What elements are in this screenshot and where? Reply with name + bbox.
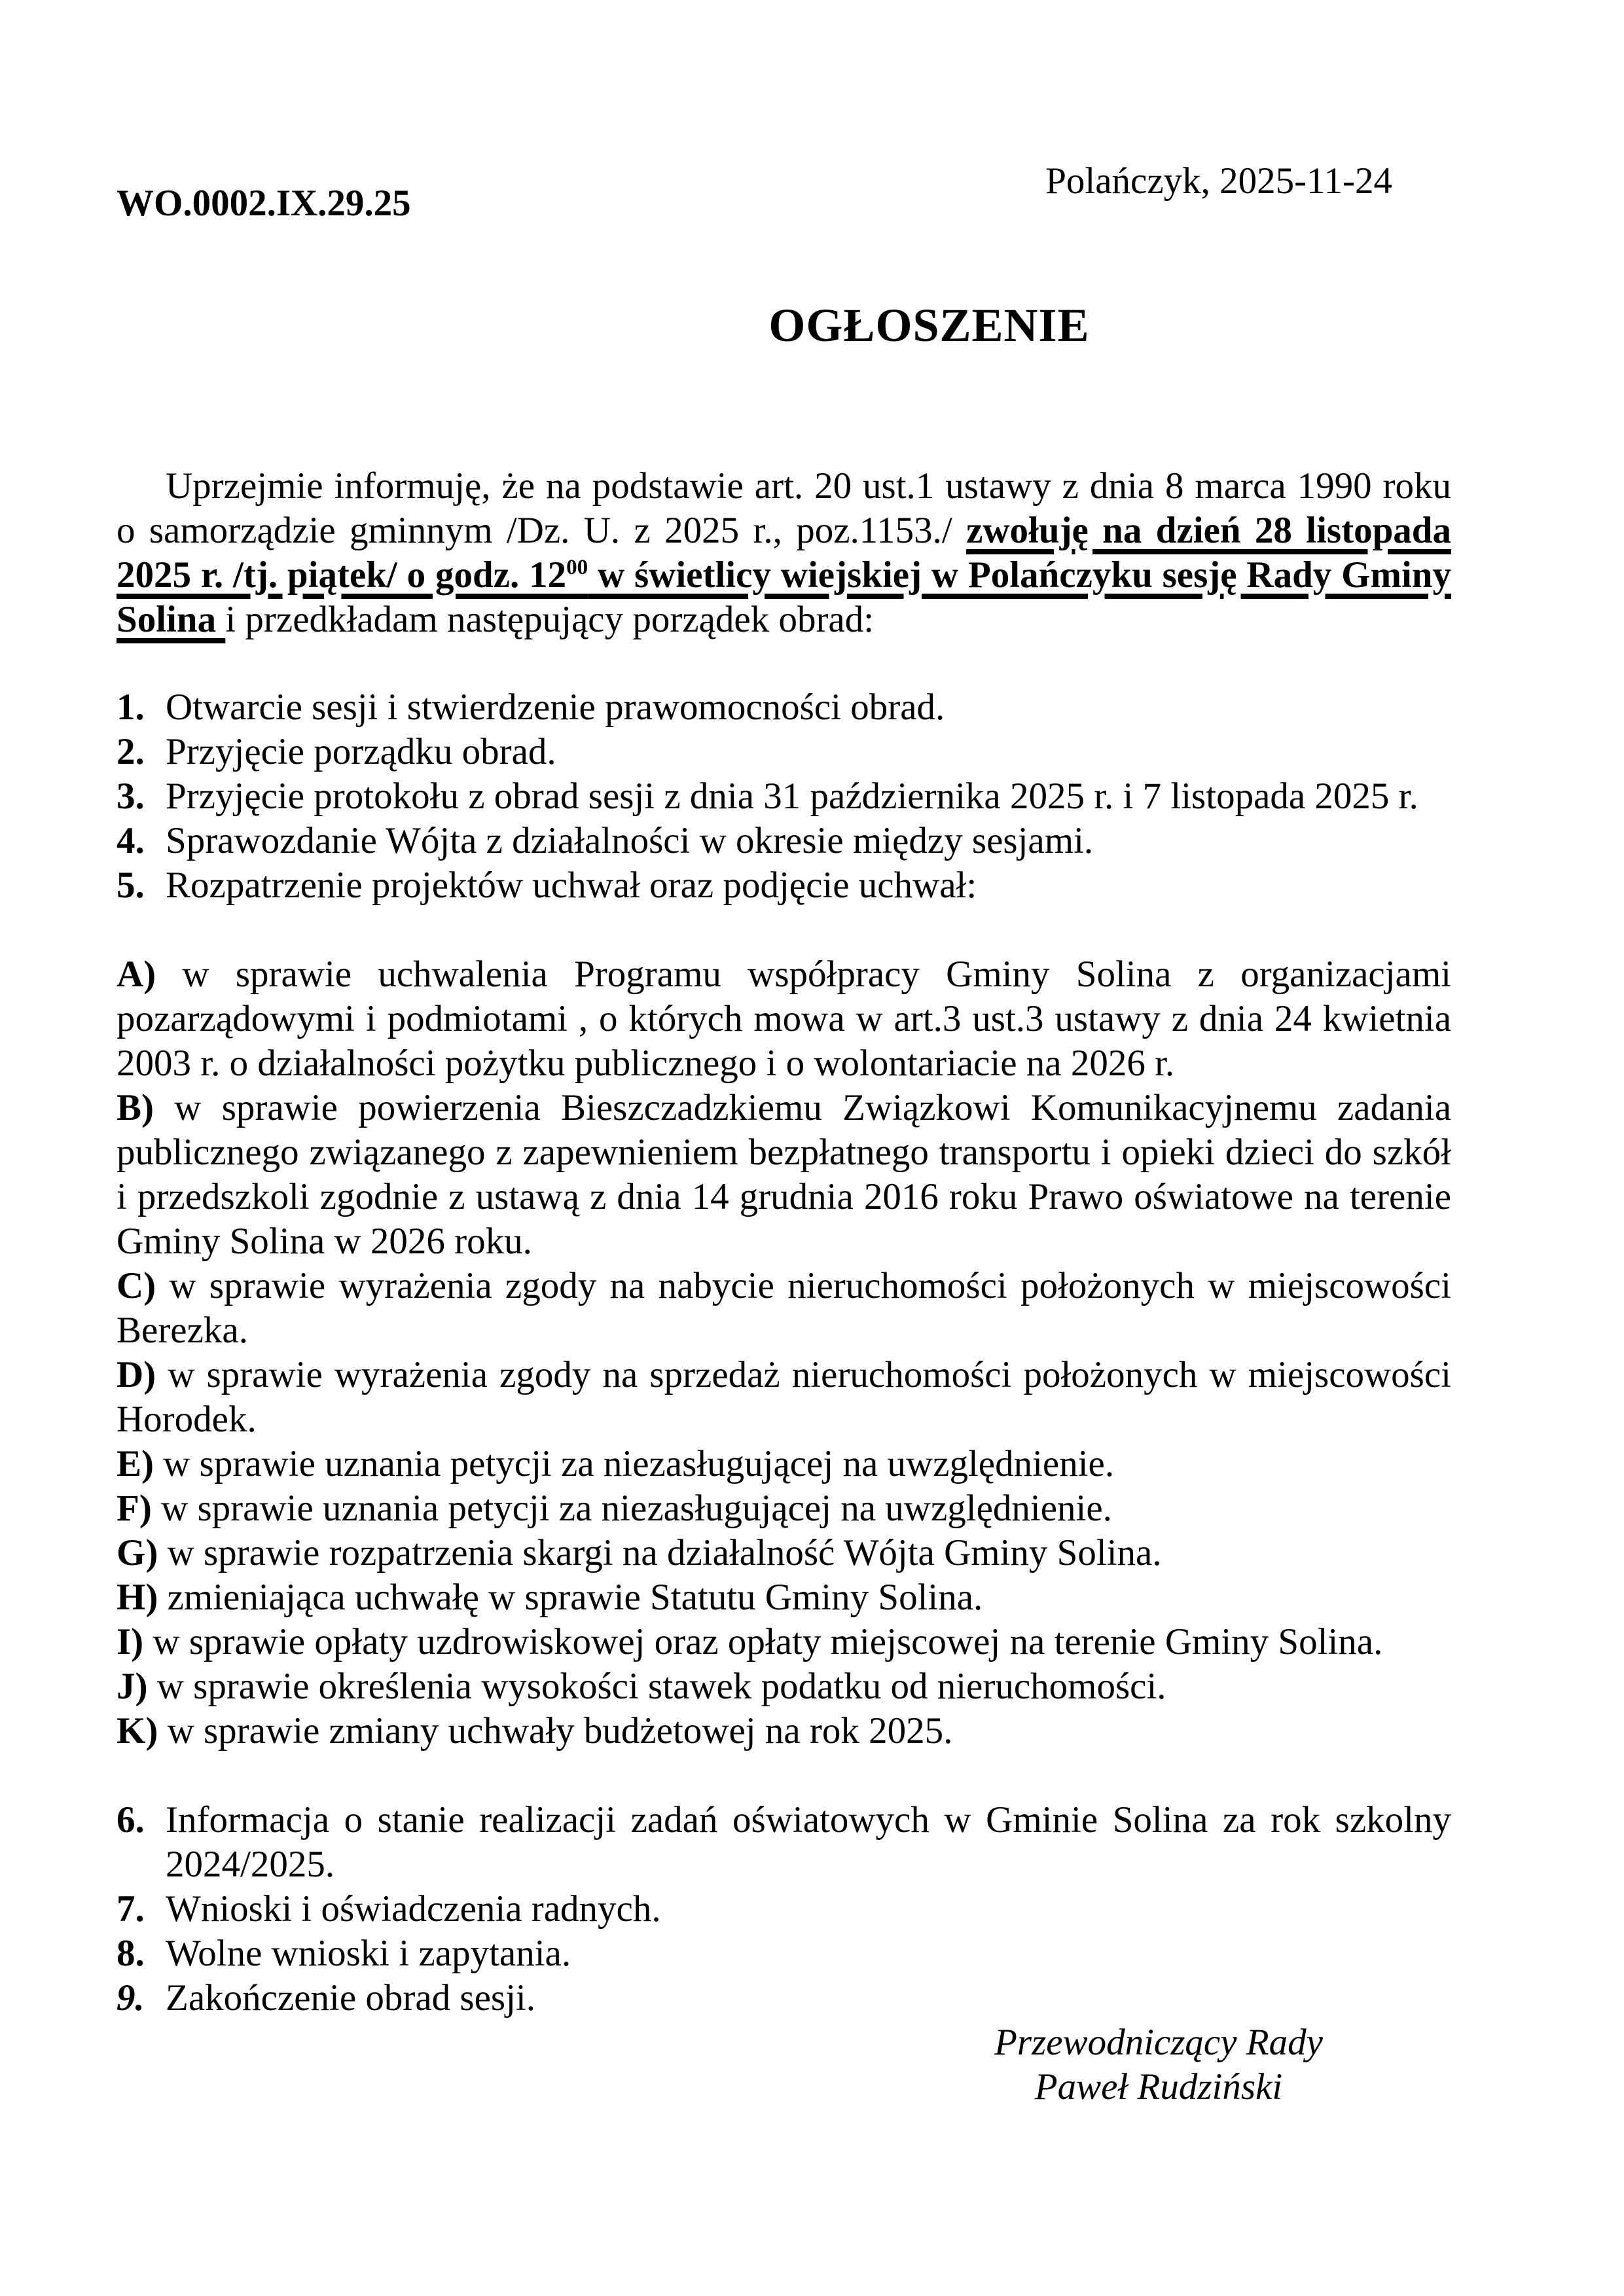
date-line: Polańczyk, 2025-11-24 bbox=[1045, 160, 1392, 202]
resolution-item-c-letter: C) bbox=[117, 1265, 156, 1306]
resolution-item-b bbox=[117, 1086, 1451, 1264]
document-title: OGŁOSZENIE bbox=[768, 299, 1090, 351]
agenda-item-1-text: Otwarcie sesji i stwierdzenie prawomocności obrad. bbox=[166, 687, 945, 728]
resolution-item-e-text: w sprawie uznania petycji za niezasługującej na uwzględnienie. bbox=[163, 1443, 1115, 1484]
signature-role: Przewodniczący Rady bbox=[994, 2022, 1323, 2063]
resolution-item-b-letter: B) bbox=[117, 1087, 154, 1128]
resolution-item-b-text: w sprawie powierzenia Bieszczadzkiemu Związkowi Komunikacyjnemu zadania publicznego związanego z zapewnieniem bezpłatnego transportu i opieki dzieci do szkół i przedszkoli zgodnie z ustawą z dnia 14 grudnia 2016 roku Prawo oświatowe na terenie Gminy Solina w 2026 roku. bbox=[117, 1087, 1452, 1262]
agenda-item-8 bbox=[117, 1931, 1451, 1976]
resolution-item-j bbox=[117, 1664, 1451, 1709]
intro-text-start: Uprzejmie informuję, że na podstawie art. 20 ust.1 ustawy z dnia 8 marca 1990 roku o samorządzie gminnym /Dz. U. z 2025 r., poz.1153./ bbox=[117, 465, 1451, 551]
resolution-item-k bbox=[117, 1709, 1451, 1753]
intro-bold-tail: w świetlicy wiejskiej w Polańczyku sesję Rady Gminy Solina bbox=[117, 554, 1451, 640]
resolution-item-d-text: w sprawie wyrażenia zgody na sprzedaż nieruchomości położonych w miejscowości Horodek. bbox=[117, 1354, 1452, 1440]
agenda-item-9-text: Zakończenie obrad sesji. bbox=[166, 1977, 536, 2018]
resolution-item-i bbox=[117, 1620, 1451, 1664]
resolution-item-a-text: w sprawie uchwalenia Programu współpracy Gminy Solina z organizacjami pozarządowymi i podmiotami , o których mowa w art.3 ust.3 ustawy z dnia 24 kwietnia 2003 r. o działalności pożytku publicznego i o wolontariacie na 2026 r. bbox=[117, 954, 1452, 1084]
resolution-item-e-letter: E) bbox=[117, 1443, 154, 1484]
resolution-item-i-letter: I) bbox=[117, 1621, 144, 1662]
resolution-item-f-text: w sprawie uznania petycji za niezasługującej na uwzględnienie. bbox=[161, 1488, 1112, 1529]
resolution-item-g-letter: G) bbox=[117, 1532, 158, 1573]
agenda-item-8-number: 8. bbox=[117, 1933, 145, 1974]
agenda-item-5-text: Rozpatrzenie projektów uchwał oraz podjęcie uchwał: bbox=[166, 865, 977, 906]
resolution-item-f-letter: F) bbox=[117, 1488, 152, 1529]
agenda-item-7 bbox=[117, 1887, 1451, 1931]
agenda-item-8-text: Wolne wnioski i zapytania. bbox=[166, 1933, 571, 1974]
agenda-item-7-number: 7. bbox=[117, 1888, 145, 1929]
session-hour-superscript: 00 bbox=[566, 556, 588, 579]
intro-paragraph bbox=[117, 464, 1451, 642]
agenda-item-3 bbox=[117, 774, 1451, 819]
agenda-item-4-text: Sprawozdanie Wójta z działalności w okresie między sesjami. bbox=[166, 820, 1094, 861]
agenda-item-6-number: 6. bbox=[117, 1799, 145, 1840]
agenda-item-6 bbox=[117, 1798, 1451, 1887]
agenda-item-4 bbox=[117, 819, 1451, 863]
resolution-item-k-letter: K) bbox=[117, 1710, 158, 1751]
document-content bbox=[117, 0, 1451, 2109]
agenda-list-continued bbox=[117, 1798, 1451, 2020]
agenda-item-9 bbox=[117, 1976, 1451, 2020]
agenda-item-3-number: 3. bbox=[117, 776, 145, 817]
agenda-item-7-text: Wnioski i oświadczenia radnych. bbox=[166, 1888, 661, 1929]
agenda-item-5-number: 5. bbox=[117, 865, 145, 906]
resolution-item-a bbox=[117, 952, 1451, 1086]
resolution-item-d-letter: D) bbox=[117, 1354, 156, 1395]
resolution-item-g-text: w sprawie rozpatrzenia skargi na działalność Wójta Gminy Solina. bbox=[167, 1532, 1162, 1573]
resolution-item-a-letter: A) bbox=[117, 954, 156, 995]
resolution-item-c bbox=[117, 1264, 1451, 1353]
agenda-item-2-number: 2. bbox=[117, 731, 145, 772]
resolution-item-e bbox=[117, 1442, 1451, 1486]
resolutions-list bbox=[117, 952, 1451, 1753]
agenda-item-1-number: 1. bbox=[117, 687, 145, 728]
signature-name: Paweł Rudziński bbox=[1034, 2066, 1283, 2108]
intro-text-end: i przedkładam następujący porządek obrad: bbox=[225, 599, 875, 640]
agenda-item-9-number: 9. bbox=[117, 1977, 145, 2018]
agenda-item-3-text: Przyjęcie protokołu z obrad sesji z dnia 31 października 2025 r. i 7 listopada 2025 r. bbox=[166, 776, 1418, 817]
agenda-item-6-text: Informacja o stanie realizacji zadań oświatowych w Gminie Solina za rok szkolny 2024/2025. bbox=[166, 1799, 1451, 1885]
agenda-list bbox=[117, 685, 1451, 908]
intro-bold-main: zwołuję na dzień 28 listopada 2025 r. /tj. piątek/ o godz. 12 bbox=[117, 510, 1451, 596]
resolution-item-h bbox=[117, 1575, 1451, 1620]
signature-block bbox=[117, 2020, 1451, 2109]
resolution-item-j-letter: J) bbox=[117, 1666, 148, 1707]
agenda-item-1 bbox=[117, 685, 1451, 730]
resolution-item-d bbox=[117, 1353, 1451, 1442]
agenda-item-2 bbox=[117, 730, 1451, 774]
resolution-item-f bbox=[117, 1486, 1451, 1531]
resolution-item-h-text: zmieniająca uchwałę w sprawie Statutu Gminy Solina. bbox=[167, 1577, 983, 1618]
resolution-item-j-text: w sprawie określenia wysokości stawek podatku od nieruchomości. bbox=[156, 1666, 1166, 1707]
resolution-item-g bbox=[117, 1531, 1451, 1575]
reference-number: WO.0002.IX.29.25 bbox=[117, 183, 411, 224]
resolution-item-c-text: w sprawie wyrażenia zgody na nabycie nieruchomości położonych w miejscowości Berezka. bbox=[117, 1265, 1451, 1351]
resolution-item-h-letter: H) bbox=[117, 1577, 158, 1618]
resolution-item-k-text: w sprawie zmiany uchwały budżetowej na rok 2025. bbox=[167, 1710, 953, 1751]
resolution-item-i-text: w sprawie opłaty uzdrowiskowej oraz opłaty miejscowej na terenie Gminy Solina. bbox=[153, 1621, 1383, 1662]
agenda-item-4-number: 4. bbox=[117, 820, 145, 861]
agenda-item-2-text: Przyjęcie porządku obrad. bbox=[166, 731, 556, 772]
agenda-item-5 bbox=[117, 863, 1451, 908]
